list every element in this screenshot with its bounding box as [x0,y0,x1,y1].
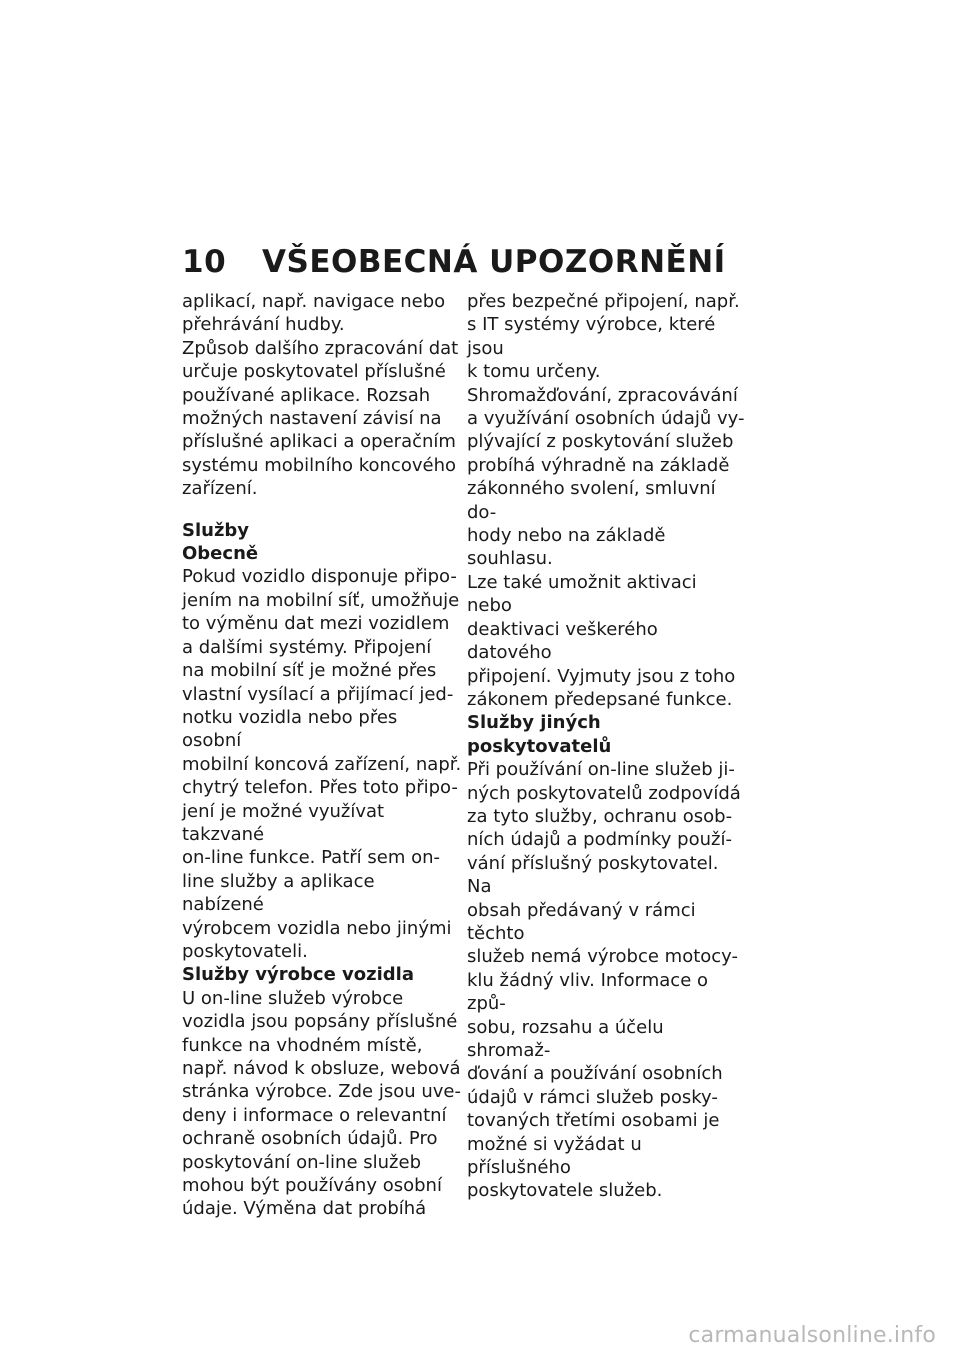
text-line: obsah předávaný v rámci těchto [467,899,696,944]
page-number: 10 [182,244,227,280]
text-line: to výměnu dat mezi vozidlem [182,613,450,635]
text-line: výrobcem vozidla nebo jinými [182,917,452,939]
text-line: přes bezpečné připojení, např. [467,291,740,312]
text-line: poskytovateli. [182,940,308,962]
paragraph-manufacturer-services [182,987,462,1221]
text-line: zařízení. [182,478,258,500]
text-line: ochraně osobních údajů. Pro [182,1128,438,1150]
text-line: Pokud vozidlo disponuje připo- [182,566,457,588]
text-line: zákonného svolení, smluvní do- [467,478,716,523]
text-line: používané aplikace. Rozsah [182,384,431,406]
text-line: a využívání osobních údajů vy- [467,408,745,430]
watermark-text: carmanualsonline.info [688,1323,936,1348]
text-line: ních údajů a podmínky použí- [467,829,732,851]
text-line: plývající z poskytování služeb [467,431,734,453]
paragraph-personal-data [467,384,747,712]
text-line: hody nebo na základě souhlasu. [467,525,666,570]
text-line: Při používání on-line služeb ji- [467,759,735,781]
text-line: zákonem předepsané funkce. [467,688,733,710]
text-line: služeb nemá výrobce motocy- [467,946,739,968]
heading-other-providers: Služby jiných poskytovatelů [467,712,612,757]
text-line: funkce na vhodném místě, [182,1034,423,1056]
text-line: poskytovatele služeb. [467,1180,663,1202]
text-line: určuje poskytovatel příslušné [182,361,446,383]
text-line: mohou být používány osobní [182,1175,442,1197]
text-line: ných poskytovatelů zodpovídá [467,782,741,804]
text-line: připojení. Vyjmuty jsou z toho [467,665,736,687]
chapter-title: VŠEOBECNÁ UPOZORNĚNÍ [262,244,726,280]
text-line: jení je možné využívat takzvané [182,800,385,845]
text-line: stránka výrobce. Zde jsou uve- [182,1081,461,1103]
text-line: tovaných třetími osobami je [467,1110,720,1132]
text-line: Lze také umožnit aktivaci nebo [467,571,697,617]
text-line: s IT systémy výrobce, které jsou [467,314,716,359]
text-line: poskytování on-line služeb [182,1151,421,1173]
text-line: notku vozidla nebo přes osobní [182,706,398,752]
text-line: klu žádný vliv. Informace o způ- [467,969,709,1015]
text-line: možné si vyžádat u příslušného [467,1133,642,1179]
text-line: systému mobilního koncového [182,454,456,476]
paragraph-secure-connection [467,290,747,384]
right-text-column [467,290,747,1203]
text-line: deny i informace o relevantní [182,1104,447,1126]
paragraph-data-processing [182,337,462,501]
heading-general: Obecně [182,543,259,565]
text-line: vlastní vysílací a přijímací jed- [182,683,454,705]
text-line: jením na mobilní síť, umožňuje [182,589,460,611]
paragraph-apps-continued [182,290,462,337]
text-line: např. návod k obsluze, webová [182,1058,461,1079]
text-line: sobu, rozsahu a účelu shromaž- [467,1016,664,1061]
text-line: probíhá výhradně na základě [467,454,730,476]
paragraph-other-providers [467,758,747,1203]
text-line: line služby a aplikace nabízené [182,870,375,916]
text-line: na mobilní síť je možné přes [182,660,437,682]
heading-manufacturer-services: Služby výrobce vozidla [182,964,414,986]
text-line: deaktivaci veškerého datového [467,618,658,664]
text-line: Způsob dalšího zpracování dat [182,337,459,359]
text-line: on-line funkce. Patří sem on- [182,847,440,869]
heading-services: Služby [182,519,250,541]
text-line: možných nastavení závisí na [182,408,442,430]
text-line: ďování a používání osobních [467,1063,723,1085]
text-line: údajů v rámci služeb posky- [467,1086,718,1108]
page-header [182,244,782,284]
left-text-column [182,290,462,1221]
text-line: chytrý telefon. Přes toto připo- [182,777,458,799]
section-gap [182,501,462,519]
text-line: Shromažďování, zpracovávání [467,384,738,406]
text-line: U on-line služeb výrobce [182,987,404,1009]
text-line: aplikací, např. navigace nebo [182,291,446,312]
text-line: příslušné aplikaci a operačním [182,431,456,453]
text-line: vání příslušný poskytovatel. Na [467,852,719,898]
text-line: mobilní koncová zařízení, např. [182,753,462,775]
text-line: k tomu určeny. [467,361,601,383]
text-line: a dalšími systémy. Připojení [182,636,432,658]
text-line: údaje. Výměna dat probíhá [182,1198,427,1220]
paragraph-mobile-network [182,565,462,963]
text-line: za tyto služby, ochranu osob- [467,805,733,827]
text-line: přehrávání hudby. [182,314,345,336]
text-line: vozidla jsou popsány příslušné [182,1011,458,1033]
